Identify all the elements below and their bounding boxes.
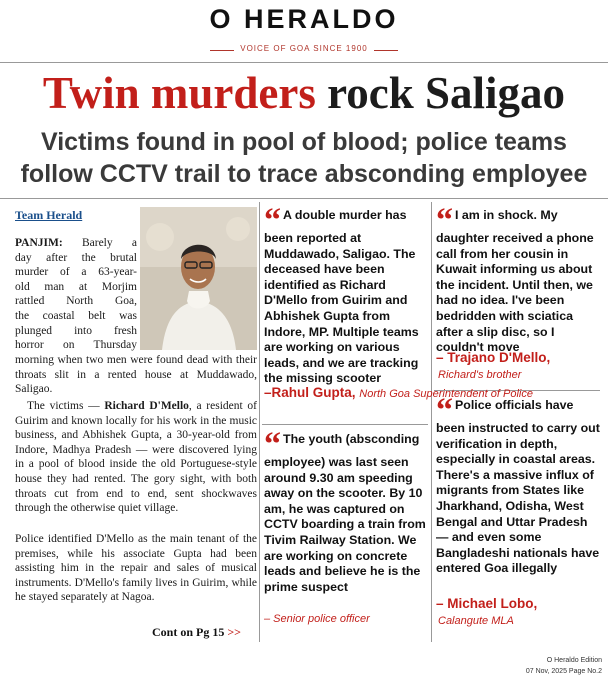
- quote-mark-icon: “: [436, 202, 453, 239]
- quote-mark-icon: “: [264, 202, 281, 239]
- subheadline: [0, 126, 608, 190]
- quote-mark-icon: “: [436, 392, 453, 429]
- article-paragraph-2: The victims — Richard D'Mello, a resident of Guirim and known locally for his work in the music business, and Abhishek Gupta, a 30-year-old from Indore, Madhya Pradesh — were discovered lying in a pool of blood inside the old Portuguese-style house they had rented. The gory sight, with both throats cut from end to end, sent shockwaves through the otherwise quiet village.: [15, 400, 257, 515]
- byline[interactable]: Team Herald: [15, 208, 83, 222]
- masthead-tagline: VOICE OF GOA SINCE 1900: [0, 44, 608, 53]
- quote-mark-icon: “: [264, 426, 281, 463]
- headline: [0, 66, 608, 120]
- quote-mla: “ Police officials have been instructed to carry out verification in depth, especially in coastal areas. There's a massive influx of migrants from States like Jharkhand, Odisha, West Bengal and Uttar Pradesh — and even some Bangladeshi nationals have entered Goa illegally: [436, 392, 600, 576]
- victim-name: Richard D'Mello: [104, 400, 189, 412]
- masthead-divider: [0, 62, 608, 63]
- edition-date-page: 07 Nov, 2025 Page No.2: [525, 668, 602, 675]
- quote-sp: “ A double murder has been reported at Muddawado, Saligao. The deceased have been identified as Richard D'Mello from Guirim and Abhishek Gupta from Indore, MP. Multiple teams are working on various leads, and we are tracking the missing scooter: [264, 202, 419, 386]
- quote-officer: “ The youth (absconding employee) was last seen around 9.30 am speeding away on the scooter. By 10 am, he was captured on CCTV boarding a train from Tivim Railway Station. We are working on concrete leads and believe he is the prime suspect: [264, 426, 426, 594]
- article-lead-short-lines: PANJIM: Barely a day after the brutal murder of a 63-year- old man at Morjim rattled North Goa, the coastal belt was plunged into fresh horror on Thursday: [15, 237, 137, 352]
- continued-link[interactable]: Cont on Pg 15 >>: [152, 625, 242, 639]
- subhead-line-1: Victims found in pool of blood; police teams: [41, 128, 567, 156]
- quote-sp-name: –Rahul Gupta, North Goa Superintendent of Police: [264, 385, 533, 400]
- quote-officer-attribution: – Senior police officer: [264, 613, 370, 625]
- portrait-illustration: [140, 207, 257, 350]
- quote-brother: “ I am in shock. My daughter received a phone call from her cousin in Kuwait informing us about the incident. Until then, we had no idea. I've been bedridden with sciatica after a slip disc, so I couldn't move: [436, 202, 594, 355]
- quote-divider-middle: [262, 424, 428, 425]
- article-lead-continued: morning when two men were found dead with their throats slit in a rented house at Muddawado, Saligao.: [15, 354, 257, 396]
- quote-mla-name: – Michael Lobo,: [436, 596, 538, 611]
- quote-brother-role: Richard's brother: [438, 369, 522, 381]
- masthead: [0, 0, 608, 60]
- headline-red-part: Twin murders: [42, 68, 316, 118]
- headline-black-part: rock Saligao: [327, 68, 566, 118]
- dateline: PANJIM:: [15, 237, 63, 249]
- newspaper-title: O HERALDO: [209, 4, 399, 34]
- subhead-divider: [0, 198, 608, 199]
- victim-photo: [140, 207, 257, 350]
- subhead-line-2: follow CCTV trail to trace absconding employee: [20, 160, 588, 188]
- continue-arrow-icon: >>: [227, 625, 242, 639]
- quote-mla-role: Calangute MLA: [438, 615, 514, 627]
- edition-label: O Heraldo Edition: [546, 657, 602, 664]
- column-divider-2: [431, 202, 432, 642]
- column-divider-1: [259, 202, 260, 642]
- article-paragraph-3: Police identified D'Mello as the main tenant of the premises, while his associate Gupta had been assisting him in the repair and sales of musical instruments. D'Mello's family lives in Guirim, while he stayed separately at Nagoa.: [15, 533, 257, 604]
- quote-brother-name: – Trajano D'Mello,: [436, 350, 551, 365]
